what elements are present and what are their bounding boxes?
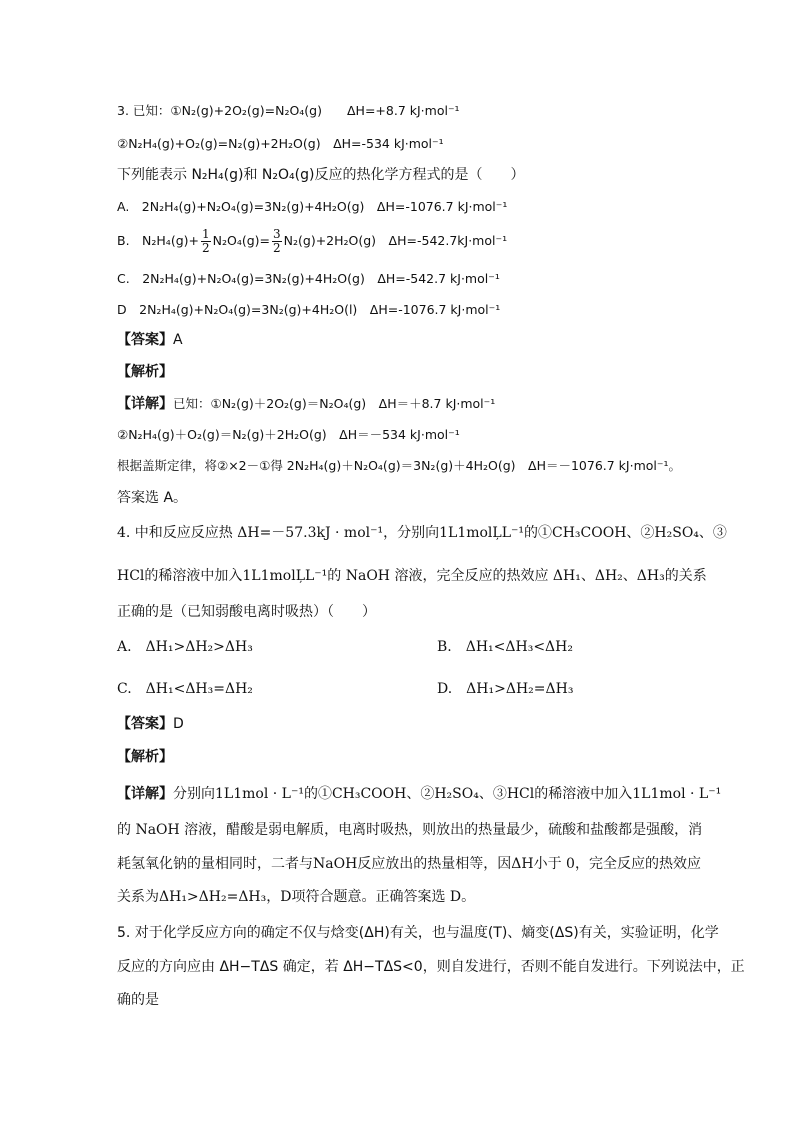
q4-option-c: C. ΔH₁<ΔH₃=ΔH₂ (117, 681, 253, 697)
q4-detail-4: 关系为ΔH₁>ΔH₂=ΔH₃，D项符合题意。正确答案选 D。 (117, 889, 476, 905)
q4-detail-1 (117, 785, 721, 803)
answer-tag: 【答案】 (117, 716, 173, 732)
fraction-numerator: 3 (273, 227, 281, 241)
q4-option-b: B. ΔH₁<ΔH₃<ΔH₂ (437, 639, 573, 655)
q4-answer (117, 715, 184, 733)
fraction-denominator: 2 (273, 241, 281, 255)
q3-question: 下列能表示 N₂H₄(g)和 N₂O₄(g)反应的热化学方程式的是（ ） (117, 167, 525, 183)
answer-value: A (173, 332, 183, 348)
q4-stem-line-3: 正确的是（已知弱酸电离时吸热）（ ） (117, 604, 376, 620)
q5-stem-line-3: 确的是 (117, 992, 159, 1008)
q3-detail-3: 根据盖斯定律，将②×2－①得 2N₂H₄(g)＋N₂O₄(g)＝3N₂(g)＋4H₂O(g) ΔH＝－1076.7 kJ·mol⁻¹。 (117, 458, 681, 473)
fraction-denominator: 2 (201, 241, 210, 255)
q3-option-b-pre: B. N₂H₄(g)+ (117, 233, 199, 248)
q3-option-b-mid: N₂O₄(g)= (212, 233, 270, 248)
q5-stem-line-2: 反应的方向应由 ΔH−TΔS 确定，若 ΔH−TΔS<0，则自发进行，否则不能自发进行。下列说法中，正 (117, 959, 745, 975)
detail-tag: 【详解】 (117, 786, 173, 802)
q4-analysis-tag: 【解析】 (117, 749, 173, 765)
q3-option-d: D 2N₂H₄(g)+N₂O₄(g)=3N₂(g)+4H₂O(l) ΔH=-1076.7 kJ·mol⁻¹ (117, 302, 501, 317)
q3-given-2: ②N₂H₄(g)+O₂(g)=N₂(g)+2H₂O(g) ΔH=-534 kJ·mol⁻¹ (117, 136, 444, 151)
q4-detail-3: 耗氢氧化钠的量相同时，二者与NaOH反应放出的热量相等，因ΔH小于 0，完全反应的热效应 (117, 856, 701, 872)
q3-option-a: A. 2N₂H₄(g)+N₂O₄(g)=3N₂(g)+4H₂O(g) ΔH=-1076.7 kJ·mol⁻¹ (117, 199, 508, 214)
q4-stem-line-2: HCl的稀溶液中加入1L1molĻL⁻¹的 NaOH 溶液，完全反应的热效应 ΔH₁、ΔH₂、ΔH₃的关系 (117, 568, 707, 584)
q4-option-a: A. ΔH₁>ΔH₂>ΔH₃ (117, 639, 253, 655)
q3-option-b (117, 226, 507, 256)
q3-detail-2: ②N₂H₄(g)＋O₂(g)＝N₂(g)＋2H₂O(g) ΔH＝－534 kJ·mol⁻¹ (117, 427, 460, 442)
q3-option-c: C. 2N₂H₄(g)+N₂O₄(g)=3N₂(g)+4H₂O(g) ΔH=-542.7 kJ·mol⁻¹ (117, 271, 500, 286)
detail-tag: 【详解】 (117, 396, 173, 412)
fraction-numerator: 1 (201, 227, 210, 241)
q4-detail-2: 的 NaOH 溶液，醋酸是弱电解质，电离时吸热，则放出的热量最少，硫酸和盐酸都是强酸，消 (117, 822, 703, 838)
q3-detail-1 (117, 395, 495, 413)
q3-stem: 3. 已知：①N₂(g)+2O₂(g)=N₂O₄(g) ΔH=+8.7 kJ·mol⁻¹ (117, 103, 460, 118)
q3-option-b-post: N₂(g)+2H₂O(g) ΔH=-542.7kJ·mol⁻¹ (283, 233, 508, 248)
q5-stem-line-1: 5. 对于化学反应方向的确定不仅与焓变(ΔH)有关，也与温度(T)、熵变(ΔS)有关，实验证明，化学 (117, 925, 719, 941)
detail-text: 已知：①N₂(g)＋2O₂(g)＝N₂O₄(g) ΔH＝＋8.7 kJ·mol⁻¹ (173, 396, 496, 411)
detail-text: 分别向1L1mol · L⁻¹的①CH₃COOH、②H₂SO₄、③HCl的稀溶液中加入1L1mol · L⁻¹ (173, 786, 722, 802)
q3-answer (117, 331, 183, 349)
q3-option-b-fraction-1 (201, 228, 211, 255)
answer-tag: 【答案】 (117, 332, 173, 348)
q4-stem-line-1: 4. 中和反应反应热 ΔH=－57.3kJ · mol⁻¹，分别向1L1molĻL⁻¹的①CH₃COOH、②H₂SO₄、③ (117, 525, 727, 541)
answer-value: D (173, 716, 184, 732)
q3-detail-4: 答案选 A。 (117, 490, 188, 506)
q4-option-d: D. ΔH₁>ΔH₂=ΔH₃ (437, 681, 574, 697)
q3-option-b-fraction-2 (272, 228, 282, 255)
q3-analysis-tag: 【解析】 (117, 364, 173, 380)
